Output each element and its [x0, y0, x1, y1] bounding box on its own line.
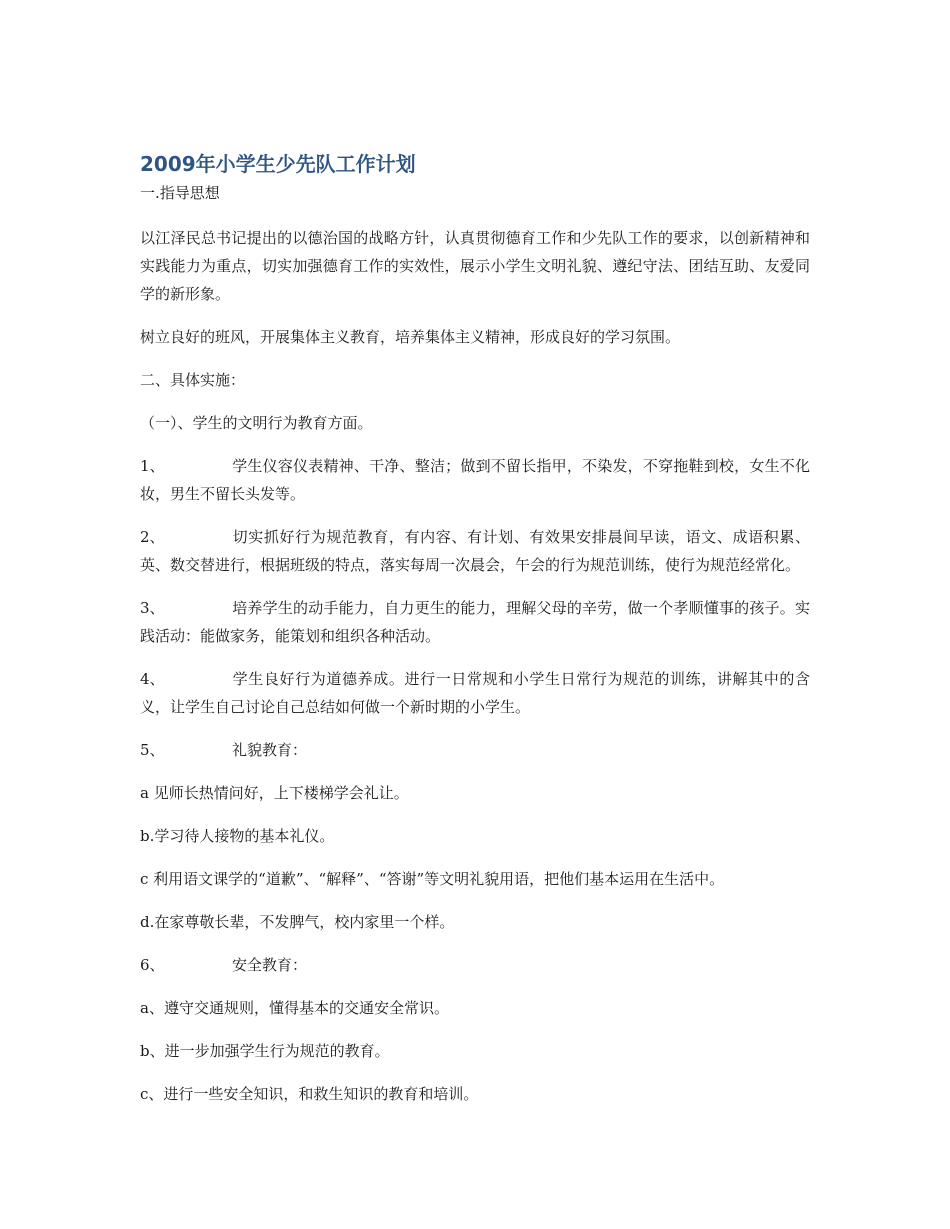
- list-item-text: 学生良好行为道德养成。进行一日常规和小学生日常行为规范的训练，讲解其中的含义，让学生自己讨论自己总结如何做一个新时期的小学生。: [140, 670, 810, 716]
- list-item: [140, 665, 810, 721]
- list-item: [140, 523, 810, 579]
- document-page: [140, 150, 810, 1108]
- etiquette-item: b.学习待人接物的基本礼仪。: [140, 827, 335, 845]
- document-title: 2009年小学生少先队工作计划: [140, 152, 416, 176]
- paragraph-class-spirit: 树立良好的班风，开展集体主义教育，培养集体主义精神，形成良好的学习氛围。: [140, 328, 681, 346]
- safety-item: b、进一步加强学生行为规范的教育。: [140, 1042, 390, 1060]
- list-item: [140, 736, 810, 764]
- safety-item: a、遵守交通规则，懂得基本的交通安全常识。: [140, 999, 449, 1017]
- list-item-number: 4、: [140, 670, 165, 688]
- etiquette-item: a 见师长热情问好，上下楼梯学会礼让。: [140, 784, 409, 802]
- subsection-heading-civilized-behavior: （一）、学生的文明行为教育方面。: [140, 414, 373, 432]
- list-item: [140, 951, 810, 979]
- list-item-number: 3、: [140, 599, 165, 617]
- section-heading-guiding-ideology: 一.指导思想: [140, 184, 220, 202]
- list-item-text: 安全教育：: [232, 956, 308, 974]
- list-item-text: 培养学生的动手能力，自力更生的能力，理解父母的辛劳，做一个孝顺懂事的孩子。实践活动：能做家务，能策划和组织各种活动。: [140, 599, 810, 645]
- etiquette-item: c 利用语文课学的“道歉”、“解释”、“答谢”等文明礼貌用语，把他们基本运用在生活中。: [140, 870, 725, 888]
- list-item: [140, 594, 810, 650]
- list-item-text: 礼貌教育：: [232, 741, 308, 759]
- etiquette-item: d.在家尊敬长辈，不发脾气，校内家里一个样。: [140, 913, 455, 931]
- list-item-text: 学生仪容仪表精神、干净、整洁；做到不留长指甲，不染发，不穿拖鞋到校，女生不化妆，男生不留长头发等。: [140, 457, 810, 503]
- list-item-number: 2、: [140, 528, 165, 546]
- list-item-text: 切实抓好行为规范教育，有内容、有计划、有效果安排晨间早读，语文、成语积累、英、数交替进行，根据班级的特点，落实每周一次晨会，午会的行为规范训练，使行为规范经常化。: [140, 528, 810, 574]
- list-item: [140, 452, 810, 508]
- list-item-number: 5、: [140, 741, 165, 759]
- paragraph-guiding-ideology: 以江泽民总书记提出的以德治国的战略方针，认真贯彻德育工作和少先队工作的要求，以创新精神和实践能力为重点，切实加强德育工作的实效性，展示小学生文明礼貌、遵纪守法、团结互助、友爱同学的新形象。: [140, 229, 810, 303]
- list-item-number: 6、: [140, 956, 165, 974]
- list-item-number: 1、: [140, 457, 165, 475]
- section-heading-implementation: 二、具体实施：: [140, 371, 246, 389]
- safety-item: c、进行一些安全知识，和救生知识的教育和培训。: [140, 1085, 479, 1103]
